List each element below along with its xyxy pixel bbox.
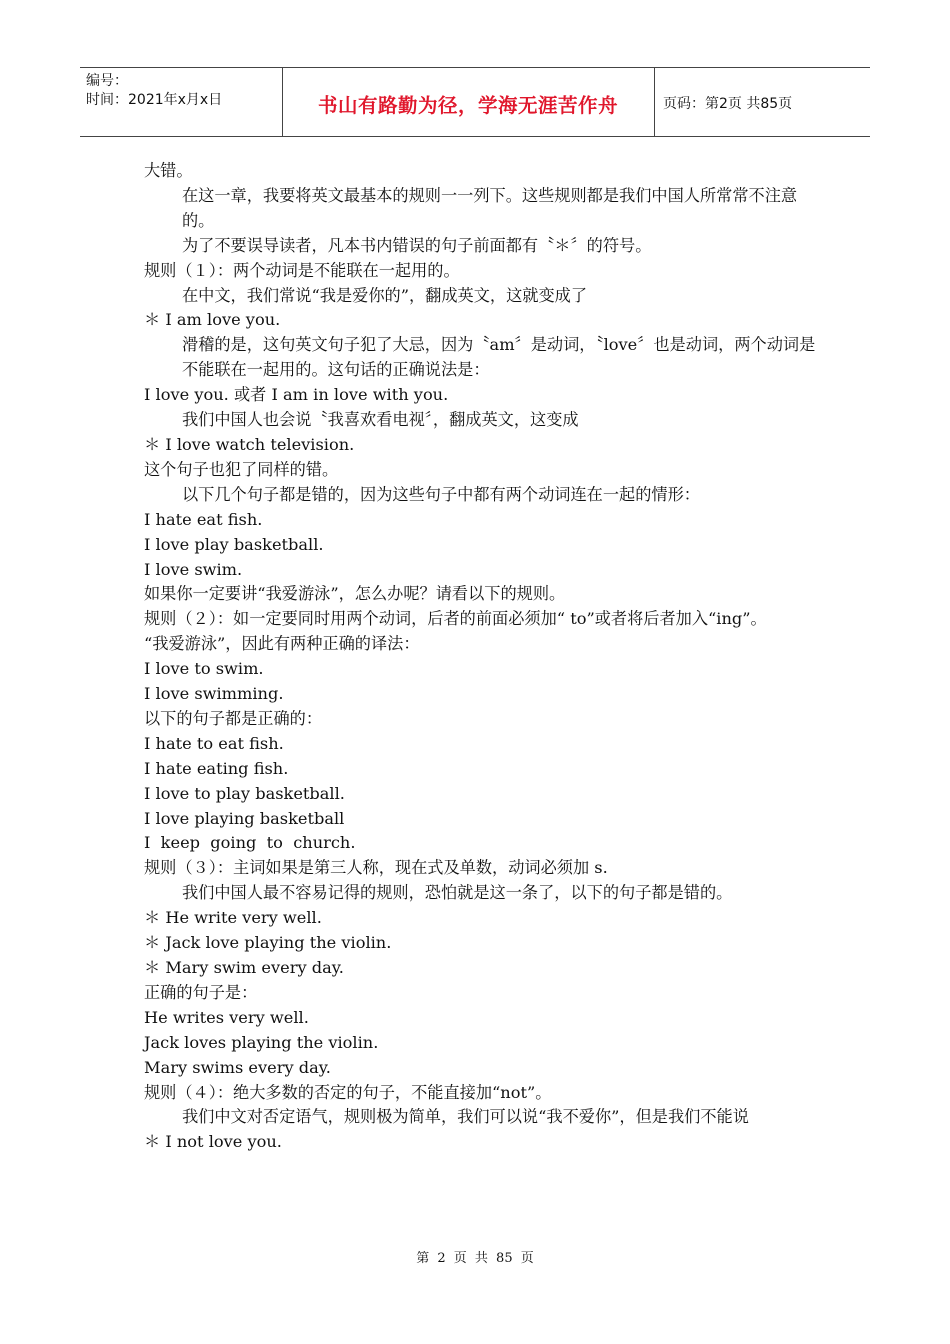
paragraph: 在这一章，我要将英文最基本的规则一一列下。这些规则都是我们中国人所常常不注意的。 bbox=[182, 185, 798, 230]
paragraph: 滑稽的是，这句英文句子犯了大忌，因为〝am〞是动词，〝love〞也是动词，两个动词是不能联在一起用的。这句话的正确说法是： bbox=[182, 335, 816, 380]
example: I love swimming. bbox=[144, 684, 284, 704]
header-divider-right bbox=[654, 68, 655, 136]
text-line: 我们中国人也会说〝我喜欢看电视〞，翻成英文，这变成 bbox=[182, 410, 579, 430]
rule-heading: 规则（２）：如一定要同时用两个动词，后者的前面必须加“ to”或者将后者加入“ing”。 bbox=[144, 609, 767, 629]
number-label: 编号： bbox=[86, 73, 128, 89]
document-body bbox=[144, 159, 816, 1155]
example: I love play basketball. bbox=[144, 534, 324, 554]
text-line: 在中文，我们常说“我是爱你的”，翻成英文，这就变成了 bbox=[182, 285, 588, 305]
paragraph: 我们中国人最不容易记得的规则，恐怕就是这一条了，以下的句子都是错的。 bbox=[182, 883, 733, 903]
rule-heading: 规则（４）：绝大多数的否定的句子，不能直接加“not”。 bbox=[144, 1082, 552, 1102]
page-label: 页码：第2页 共85页 bbox=[663, 96, 793, 112]
example: I hate eat fish. bbox=[144, 509, 263, 529]
example: I love you. 或者 I am in love with you. bbox=[144, 385, 449, 405]
example: I love to play basketball. bbox=[144, 783, 345, 803]
header-meta bbox=[86, 72, 222, 110]
rule-heading: 规则（１）：两个动词是不能联在一起用的。 bbox=[144, 260, 460, 280]
wrong-example: ＊ I love watch television. bbox=[144, 434, 355, 454]
page-footer: 第 2 页 共 85 页 bbox=[416, 1251, 534, 1266]
text-line: 以下的句子都是正确的： bbox=[144, 708, 323, 728]
text-line: 正确的句子是： bbox=[144, 982, 258, 1002]
example: Mary swims every day. bbox=[144, 1057, 331, 1077]
example: Jack loves playing the violin. bbox=[144, 1032, 379, 1052]
wrong-example: ＊ He write very well. bbox=[144, 908, 322, 928]
wrong-example: ＊ I am love you. bbox=[144, 310, 281, 330]
rule-heading: 规则（３）：主词如果是第三人称，现在式及单数，动词必须加 s. bbox=[144, 858, 608, 878]
example: I hate to eat fish. bbox=[144, 733, 284, 753]
example: I love playing basketball bbox=[144, 808, 345, 828]
text-line: 为了不要误导读者，凡本书内错误的句子前面都有〝＊〞的符号。 bbox=[182, 235, 652, 255]
example: I love swim. bbox=[144, 559, 243, 579]
time-label: 时间：2021年x月x日 bbox=[86, 92, 223, 108]
motto: 书山有路勤为径，学海无涯苦作舟 bbox=[317, 94, 618, 117]
example: He writes very well. bbox=[144, 1007, 309, 1027]
wrong-example: ＊ Mary swim every day. bbox=[144, 958, 344, 977]
text-line: “我爱游泳”，因此有两种正确的译法： bbox=[144, 634, 420, 654]
example: I hate eating fish. bbox=[144, 758, 289, 778]
page-header bbox=[80, 67, 870, 137]
text-line: 大错。 bbox=[144, 161, 193, 180]
example: I keep going to church. bbox=[144, 833, 356, 853]
paragraph: 我们中文对否定语气，规则极为简单，我们可以说“我不爱你”，但是我们不能说 bbox=[182, 1107, 749, 1127]
text-line: 这个句子也犯了同样的错。 bbox=[144, 459, 339, 479]
text-line: 以下几个句子都是错的，因为这些句子中都有两个动词连在一起的情形： bbox=[182, 484, 700, 504]
example: I love to swim. bbox=[144, 659, 264, 679]
wrong-example: ＊ I not love you. bbox=[144, 1132, 282, 1152]
text-line: 如果你一定要讲“我爱游泳”，怎么办呢？请看以下的规则。 bbox=[144, 584, 566, 604]
wrong-example: ＊ Jack love playing the violin. bbox=[144, 933, 392, 953]
